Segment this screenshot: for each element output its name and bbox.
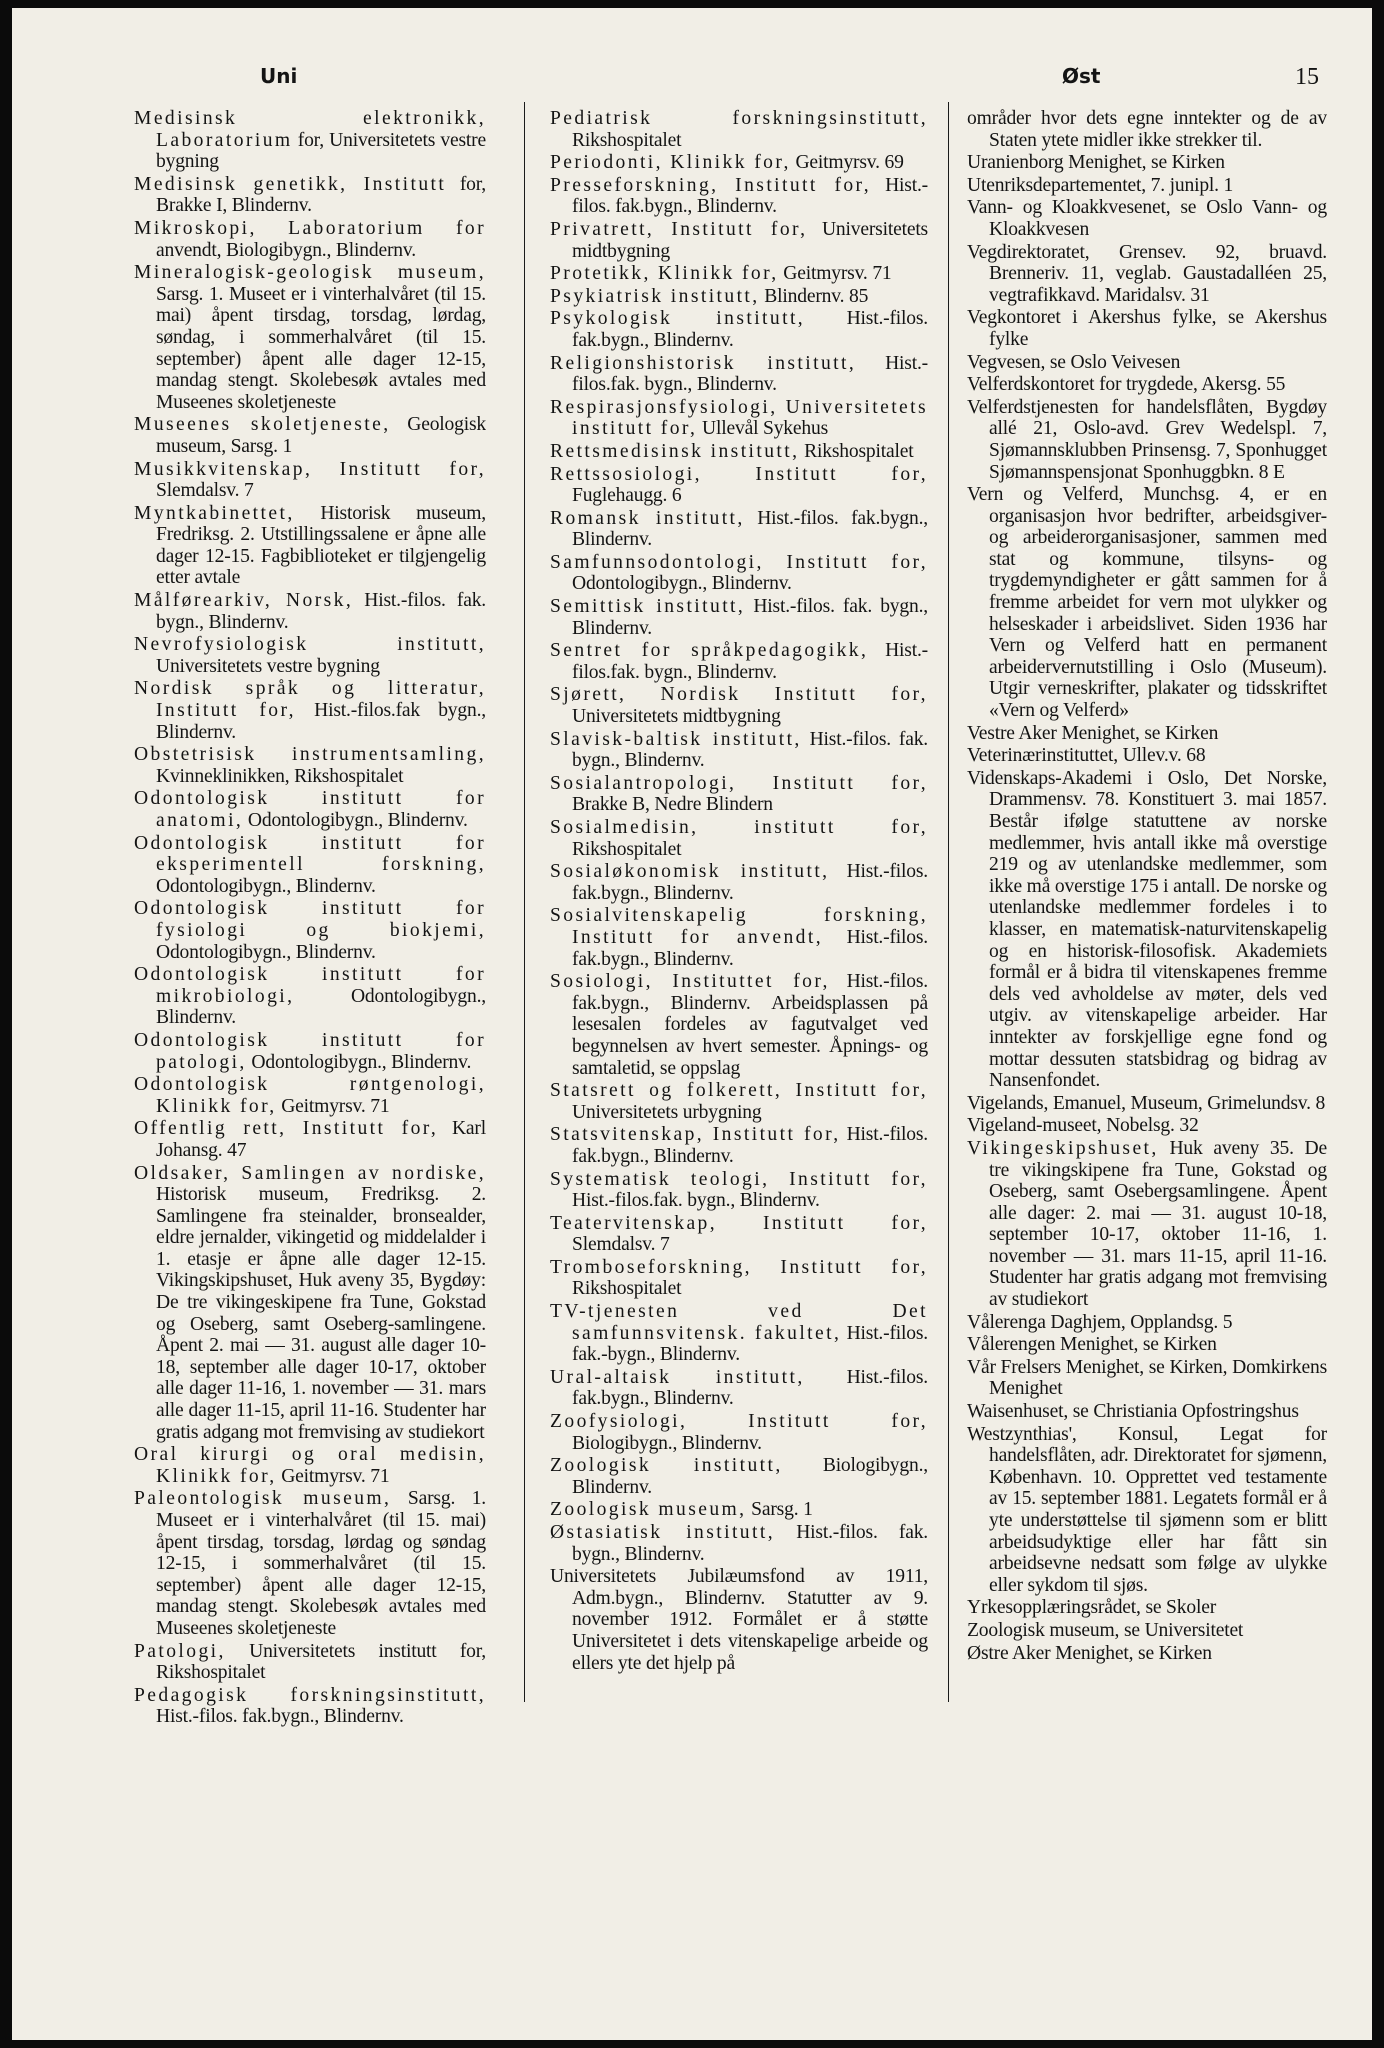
directory-entry: [967, 484, 1327, 722]
directory-entry: [134, 634, 486, 677]
entry-heading: Sosialmedisin, institutt for,: [550, 817, 928, 838]
entry-text: Geologisk museum, Sarsg. 1: [156, 414, 486, 457]
column-divider-1: [524, 102, 525, 1702]
directory-entry: [550, 152, 928, 174]
directory-entry: [550, 1455, 928, 1498]
entry-text: Huk aveny 35. De tre vikingskipene fra Tune, Gokstad og Oseberg, samt Osebergsamlingene. Åpent alle dager: 2. mai — 31. august 10-18, september 10-17, oktober 11-16, 1. november — 31. mars 11-15, april 11-16. Studenter har gratis adgang mot fremvising av studiekort: [989, 1137, 1327, 1311]
directory-entry: [134, 459, 486, 502]
entry-text: Universitetets Jubilæumsfond av 1911, Adm.bygn., Blindernv. Statutter av 9. november 1912. Formålet er å støtte Universitetet i dets vitenskapelige arbeide og ellers yte det hjelp på: [550, 1566, 928, 1674]
directory-entry: [967, 242, 1327, 307]
directory-entry: [967, 1357, 1327, 1400]
entry-text: Odontologibygn., Blindernv.: [156, 941, 376, 963]
entry-heading: Statsvitenskap, Institutt for,: [550, 1124, 841, 1146]
directory-entry: [967, 745, 1327, 767]
entry-text: Universitetets midtbygning: [572, 218, 928, 262]
directory-entry: [550, 861, 928, 904]
entry-text: Odontologibygn., Blindernv.: [156, 985, 486, 1029]
directory-entry: [550, 308, 928, 351]
entry-text: Blindernv. 85: [759, 285, 869, 307]
directory-entry: [550, 971, 928, 1079]
entry-text: Hist.-filos.fak. bygn., Blindernv.: [572, 640, 928, 683]
entry-heading: Sosiologi, Instituttet for,: [550, 971, 830, 993]
directory-entry: [134, 898, 486, 963]
directory-entry: [550, 1301, 928, 1366]
entry-text: Hist.-filos. fak.-bygn., Blindernv.: [572, 1322, 928, 1366]
entry-text: Odontologibygn., Blindernv.: [156, 875, 376, 897]
directory-entry: [134, 590, 486, 633]
entry-heading: Slavisk-baltisk institutt,: [550, 728, 802, 750]
entry-text: Hist.-filos.fak bygn., Blindernv.: [156, 700, 486, 743]
entry-heading: Semittisk institutt,: [550, 596, 746, 618]
page-number: 15: [1295, 64, 1319, 90]
entry-text: Westzynthias', Konsul, Legat for handelsflåten, adr. Direktoratet for sjømenn, København. 10. Opprettet ved testamente av 15. september 1881. Legatets formål er å yte understøttelse til sjømenn som er blitt arbeidsudyktige eller har fått sin arbeidsevne nedsatt som følge av ulykke eller sykdom til sjøs.: [967, 1423, 1327, 1596]
entry-heading: Privatrett, Institutt for,: [550, 218, 808, 240]
directory-entry: [550, 817, 928, 860]
directory-entry: [550, 596, 928, 639]
running-head-left: Uni: [260, 64, 298, 88]
entry-heading: Mikroskopi, Laboratorium for: [134, 217, 486, 239]
entry-text: Odontologibygn., Blindernv.: [243, 810, 468, 831]
directory-entry: [550, 729, 928, 772]
directory-entry: [550, 684, 928, 727]
entry-text: Hist.-filos. fak.bygn., Blindernv.: [572, 861, 928, 904]
entry-text: Vegvesen, se Oslo Veivesen: [967, 351, 1181, 373]
directory-entry: [134, 218, 486, 261]
entry-text: Universitetets institutt for, Rikshospitalet: [156, 1640, 486, 1684]
entry-text: Vålerengen Menighet, se Kirken: [967, 1334, 1217, 1356]
entry-heading: Offentlig rett, Institutt for,: [134, 1118, 439, 1140]
column-2: [550, 108, 928, 2008]
entry-heading: Østasiatisk institutt,: [550, 1522, 775, 1543]
directory-entry: [134, 1444, 486, 1487]
directory-entry: [967, 1138, 1327, 1311]
directory-entry: [550, 175, 928, 218]
directory-entry: [550, 464, 928, 507]
entry-text: Biologibygn., Blindernv.: [572, 1455, 928, 1498]
entry-text: Hist.-filos. fak. bygn., Blindernv.: [572, 596, 928, 639]
entry-heading: Respirasjonsfysiologi, Universitetets institutt for,: [550, 396, 928, 440]
directory-entry: [967, 1597, 1327, 1619]
entry-heading: Zoofysiologi, Institutt for,: [550, 1411, 928, 1433]
entry-text: for, Universitetets vestre bygning: [156, 129, 486, 173]
entry-heading: Obstetrisisk instrumentsamling,: [134, 744, 486, 766]
entry-text: Hist.-filos. fak.bygn., Blindernv.: [572, 174, 928, 218]
entry-heading: Nordisk språk og litteratur, Institutt for,: [134, 678, 486, 722]
entry-text: Rikshospitalet: [572, 838, 682, 860]
entry-text: Veterinærinstituttet, Ullev.v. 68: [967, 745, 1206, 767]
directory-entry: [134, 108, 486, 173]
entry-heading: Musikkvitenskap, Institutt for,: [134, 458, 486, 480]
entry-heading: Sosialøkonomisk institutt,: [550, 861, 830, 883]
directory-entry: [134, 1488, 486, 1639]
directory-entry: [134, 1685, 486, 1728]
column-3: [967, 108, 1327, 2008]
directory-entry: [134, 174, 486, 217]
directory-entry: [134, 1163, 486, 1444]
directory-entry: [134, 1074, 486, 1117]
directory-entry: [134, 744, 486, 787]
directory-entry: [550, 1367, 928, 1410]
entry-heading: Rettssosiologi, Institutt for,: [550, 463, 928, 485]
entry-heading: Målførearkiv, Norsk,: [134, 590, 354, 612]
directory-page: [12, 8, 1372, 2040]
entry-text: Geitmyrsv. 71: [276, 1465, 390, 1487]
entry-heading: Mineralogisk-geologisk museum,: [134, 262, 486, 284]
directory-entry: [550, 1411, 928, 1454]
entry-text: Hist.-filos. fak. bygn., Blindernv.: [572, 1522, 928, 1565]
directory-entry: [967, 768, 1327, 1092]
entry-text: Hist.-filos. fak.bygn., Blindernv.: [572, 926, 928, 970]
directory-entry: [134, 1641, 486, 1684]
directory-entry: [550, 773, 928, 816]
directory-entry: [134, 503, 486, 589]
entry-text: Hist.-filos. fak.bygn., Blindernv.: [572, 1366, 928, 1410]
entry-text: Odontologibygn., Blindernv.: [572, 573, 792, 595]
entry-text: Yrkesopplæringsrådet, se Skoler: [967, 1597, 1217, 1619]
entry-text: Hist.-filos. fak.bygn., Blindernv.: [572, 308, 928, 351]
entry-heading: Zoologisk institutt,: [550, 1455, 783, 1477]
entry-heading: Odontologisk institutt for fysiologi og biokjemi,: [134, 898, 486, 941]
entry-heading: Medisinsk elektronikk, Laboratorium: [134, 108, 486, 151]
entry-text: Sarsg. 1. Museet er i vinterhalvåret (til 15. mai) åpent tirsdag, torsdag, lørdag, søndag, i sommerhalvåret (til 15. september) åpent alle dager 12-15, mandag stengt. Skolebesøk avtales med Museenes skoletjeneste: [156, 283, 486, 413]
entry-text: Geitmyrsv. 69: [790, 152, 904, 174]
entry-text: Hist.-filos. fak. bygn., Blindernv.: [572, 728, 928, 772]
directory-entry: [967, 352, 1327, 374]
entry-heading: Statsrett og folkerett, Institutt for,: [550, 1080, 928, 1102]
directory-entry: [134, 262, 486, 413]
entry-text: Rikshospitalet: [572, 1278, 682, 1300]
entry-heading: Sosialvitenskapelig forskning, Institutt for anvendt,: [550, 905, 928, 948]
entry-text: Geitmyrsv. 71: [276, 1095, 390, 1117]
directory-entry: [550, 1499, 928, 1521]
running-head-right: Øst: [1062, 64, 1101, 88]
entry-heading: Patologi,: [134, 1640, 226, 1662]
entry-text: Hist.-filos. fak.bygn., Blindernv. Arbeidsplassen på lesesalen fordeles av fagutvalget ved begynnelsen av hvert semester. Åpnings- og samtaletid, se oppslag: [572, 971, 928, 1079]
entry-heading: Odontologisk institutt for patologi,: [134, 1029, 486, 1073]
entry-text: Vern og Velferd, Munchsg. 4, er en organisasjon hvor bedrifter, arbeidsgiver- og arbeiderorganisasjoner, sammen med stat og kommune, tilsyns- og trygdemyndigheter er gått sammen for å fremme arbeidet for vern mot ulykker og helseskader i arbeidslivet. Siden 1936 har Vern og Velferd hatt en permanent arbeidervernutstilling i Oslo (Museum). Utgir verneskrifter, plakater og tidsskriftet «Vern og Velferd»: [967, 484, 1327, 722]
entry-text: Brakke B, Nedre Blindern: [572, 794, 773, 816]
entry-text: Sarsg. 1: [746, 1499, 813, 1521]
entry-heading: Protetikk, Klinikk for,: [550, 263, 779, 285]
entry-text: Østre Aker Menighet, se Kirken: [967, 1642, 1212, 1664]
directory-entry: [550, 1080, 928, 1123]
directory-entry: [550, 552, 928, 595]
directory-entry: [550, 1213, 928, 1256]
entry-text: Videnskaps-Akademi i Oslo, Det Norske, Drammensv. 78. Konstituert 3. mai 1857. Består ifølge statuttene av norske medlemmer, hvis antall ikke må overstige 219 og av utenlandske medlemmer, som ikke må overstige 175 i antall. De norske og utenlandske medlemmer fordeles i to klasser, en matematisk-naturvitenskapelig og en historisk-filosofisk. Akademiets formål er å bidra til vitenskapenes fremme dels ved avholdelse av møter, dels ved utgiv. av vitenskapelige arbeider. Har inntekter av forskjellige egne fond og mottar dessuten statsbidrag og bidrag av Nansenfondet.: [967, 767, 1327, 1092]
entry-heading: Tromboseforskning, Institutt for,: [550, 1256, 928, 1278]
entry-text: Uranienborg Menighet, se Kirken: [967, 152, 1225, 174]
directory-entry: [550, 1257, 928, 1300]
directory-entry: [550, 263, 928, 285]
directory-entry: [967, 1620, 1327, 1642]
entry-heading: Sjørett, Nordisk Institutt for,: [550, 684, 928, 706]
entry-heading: Oral kirurgi og oral medisin, Klinikk for,: [134, 1444, 486, 1487]
entry-heading: TV-tjenesten ved Det samfunnsvitensk. fakultet,: [550, 1301, 928, 1344]
entry-heading: Pedagogisk forskningsinstitutt,: [134, 1684, 486, 1706]
directory-entry: [550, 286, 928, 308]
entry-text: Waisenhuset, se Christiania Opfostringshus: [967, 1401, 1299, 1423]
entry-text: Sarsg. 1. Museet er i vinterhalvåret (til 15. mai) åpent tirsdag, torsdag, lørdag og søndag 12-15, i sommerhalvåret (til 15. september) åpent alle dager 12-15, mandag stengt. Skolebesøk avtales med Museenes skoletjeneste: [156, 1488, 486, 1639]
entry-text: Vår Frelsers Menighet, se Kirken, Domkirkens Menighet: [967, 1356, 1327, 1400]
entry-heading: Psykologisk institutt,: [550, 308, 806, 330]
directory-entry: [967, 1424, 1327, 1597]
directory-entry: [134, 788, 486, 831]
entry-heading: Museenes skoletjeneste,: [134, 414, 391, 436]
entry-text: Vålerenga Daghjem, Opplandsg. 5: [967, 1311, 1233, 1333]
directory-entry: [134, 414, 486, 457]
directory-entry: [967, 108, 1327, 151]
entry-heading: Paleontologisk museum,: [134, 1488, 392, 1510]
entry-text: Velferdstjenesten for handelsflåten, Bygdøy allé 21, Oslo-avd. Grev Wedelspl. 7, Sjømannsklubben Prinsensg. 7, Sponhugget Sjømannspensjonat Sponhuggbkn. 8 E: [967, 396, 1327, 483]
entry-text: Rikshospitalet: [799, 440, 914, 462]
entry-text: Rikshospitalet: [572, 129, 682, 151]
directory-entry: [967, 307, 1327, 350]
entry-text: Biologibygn., Blindernv.: [572, 1432, 762, 1454]
directory-entry: [967, 1093, 1327, 1115]
directory-entry: [550, 905, 928, 970]
entry-heading: Presseforskning, Institutt for,: [550, 174, 871, 196]
entry-heading: Nevrofysiologisk institutt,: [134, 634, 486, 656]
directory-entry: [550, 1522, 928, 1565]
directory-entry: [134, 1030, 486, 1073]
entry-text: Hist.-filos. fak. bygn., Blindernv.: [156, 590, 486, 633]
directory-entry: [550, 508, 928, 551]
directory-entry: [967, 197, 1327, 240]
entry-text: anvendt, Biologibygn., Blindernv.: [156, 239, 416, 261]
entry-text: Odontologibygn., Blindernv.: [246, 1051, 472, 1073]
entry-text: Historisk museum, Fredriksg. 2. Utstillingssalene er åpne alle dager 12-15. Fagbiblioteket er tilgjengelig etter avtale: [156, 502, 486, 589]
column-1: [134, 108, 486, 2008]
entry-text: Karl Johansg. 47: [156, 1118, 486, 1161]
entry-text: Fuglehaugg. 6: [572, 485, 682, 507]
directory-entry: [967, 723, 1327, 745]
entry-heading: Romansk institutt,: [550, 507, 745, 529]
entry-text: Universitetets midtbygning: [572, 706, 781, 728]
entry-heading: Periodonti, Klinikk for,: [550, 152, 791, 174]
entry-heading: Rettsmedisinsk institutt,: [550, 440, 800, 462]
entry-text: Geitmyrsv. 71: [778, 263, 892, 285]
entry-text: Historisk museum, Fredriksg. 2. Samlingene fra steinalder, bronsealder, eldre jernalder, vikingetid og middelalder i 1. etasje er åpne alle dager 12-15. Vikingskipshuset, Huk aveny 35, Bygdøy: De tre vikingeskipene fra Tune, Gokstad og Oseberg, samt Oseberg-samlingene. Åpent 2. mai — 31. august alle dager 10-18, september alle dager 10-17, oktober alle dager 11-16, 1. november — 31. mars alle dager 11-15, april 11-16. Studenter har gratis adgang mot fremvising av studiekort: [156, 1184, 486, 1443]
entry-text: for, Brakke I, Blindernv.: [156, 173, 486, 217]
entry-text: Hist.-filos. fak.bygn., Blindernv.: [572, 507, 928, 551]
directory-entry: [550, 108, 928, 151]
directory-entry: [550, 441, 928, 463]
entry-text: Ullevål Sykehus: [697, 418, 829, 440]
entry-heading: Sosialantropologi, Institutt for,: [550, 772, 928, 794]
directory-entry: [550, 1169, 928, 1212]
entry-heading: Odontologisk institutt for mikrobiologi,: [134, 964, 486, 1007]
entry-text: Vegdirektoratet, Grensev. 92, bruavd. Brenneriv. 11, veglab. Gaustadalléen 25, vegtrafikkavd. Maridalsv. 31: [967, 241, 1327, 306]
entry-text: Zoologisk museum, se Universitetet: [967, 1619, 1244, 1641]
directory-entry: [134, 1118, 486, 1161]
entry-text: Vigeland-museet, Nobelsg. 32: [967, 1115, 1199, 1137]
entry-heading: Religionshistorisk institutt,: [550, 352, 857, 374]
entry-text: Hist.-filos.fak. bygn., Blindernv.: [572, 352, 928, 396]
directory-entry: [967, 152, 1327, 174]
directory-entry: [967, 1312, 1327, 1334]
directory-entry: [550, 1566, 928, 1674]
directory-entry: [134, 964, 486, 1029]
directory-entry: [550, 353, 928, 396]
entry-text: Slemdalsv. 7: [572, 1234, 670, 1256]
entry-heading: Zoologisk museum,: [550, 1499, 747, 1521]
entry-heading: Odontologisk institutt for anatomi,: [134, 788, 486, 831]
entry-text: Slemdalsv. 7: [156, 480, 254, 502]
directory-entry: [134, 678, 486, 743]
directory-entry: [134, 833, 486, 898]
entry-text: Kvinneklinikken, Rikshospitalet: [156, 765, 404, 787]
entry-text: Universitetets urbygning: [572, 1101, 762, 1123]
entry-text: Universitetets vestre bygning: [156, 655, 380, 677]
directory-entry: [967, 1643, 1327, 1665]
entry-heading: Medisinsk genetikk, Institutt: [134, 173, 447, 195]
entry-text: Utenriksdepartementet, 7. junipl. 1: [967, 174, 1234, 196]
directory-entry: [550, 1124, 928, 1167]
entry-text: områder hvor dets egne inntekter og de av Staten ytete midler ikke strekker til.: [967, 108, 1327, 151]
entry-text: Hist.-filos.fak. bygn., Blindernv.: [572, 1190, 820, 1212]
entry-text: Vigelands, Emanuel, Museum, Grimelundsv. 8: [967, 1092, 1326, 1114]
directory-entry: [967, 1115, 1327, 1137]
entry-heading: Ural-altaisk institutt,: [550, 1366, 805, 1388]
column-divider-2: [948, 102, 949, 1702]
directory-entry: [967, 175, 1327, 197]
entry-heading: Pediatrisk forskningsinstitutt,: [550, 108, 928, 129]
entry-text: Velferdskontoret for trygdede, Akersg. 55: [967, 374, 1286, 396]
entry-heading: Teatervitenskap, Institutt for,: [550, 1212, 928, 1234]
entry-heading: Vikingeskipshuset,: [967, 1137, 1159, 1159]
entry-text: Hist.-filos. fak.bygn., Blindernv.: [572, 1124, 928, 1167]
entry-heading: Sentret for språkpedagogikk,: [550, 640, 869, 662]
entry-heading: Odontologisk røntgenologi, Klinikk for,: [134, 1074, 486, 1117]
directory-entry: [550, 397, 928, 440]
entry-heading: Psykiatrisk institutt,: [550, 285, 760, 307]
entry-text: Vann- og Kloakkvesenet, se Oslo Vann- og Kloakkvesen: [967, 197, 1327, 240]
directory-entry: [550, 640, 928, 683]
entry-heading: Samfunnsodontologi, Institutt for,: [550, 551, 928, 573]
entry-heading: Systematisk teologi, Institutt for,: [550, 1168, 928, 1190]
entry-heading: Odontologisk institutt for eksperimentell forskning,: [134, 832, 486, 876]
entry-heading: Myntkabinettet,: [134, 502, 295, 524]
entry-heading: Oldsaker, Samlingen av nordiske,: [134, 1162, 486, 1184]
directory-entry: [967, 397, 1327, 483]
directory-entry: [550, 219, 928, 262]
directory-entry: [967, 1401, 1327, 1423]
entry-text: Hist.-filos. fak.bygn., Blindernv.: [156, 1706, 404, 1728]
entry-text: Vegkontoret i Akershus fylke, se Akershus fylke: [967, 307, 1327, 350]
directory-entry: [967, 1334, 1327, 1356]
directory-entry: [967, 374, 1327, 396]
entry-text: Vestre Aker Menighet, se Kirken: [967, 722, 1219, 744]
